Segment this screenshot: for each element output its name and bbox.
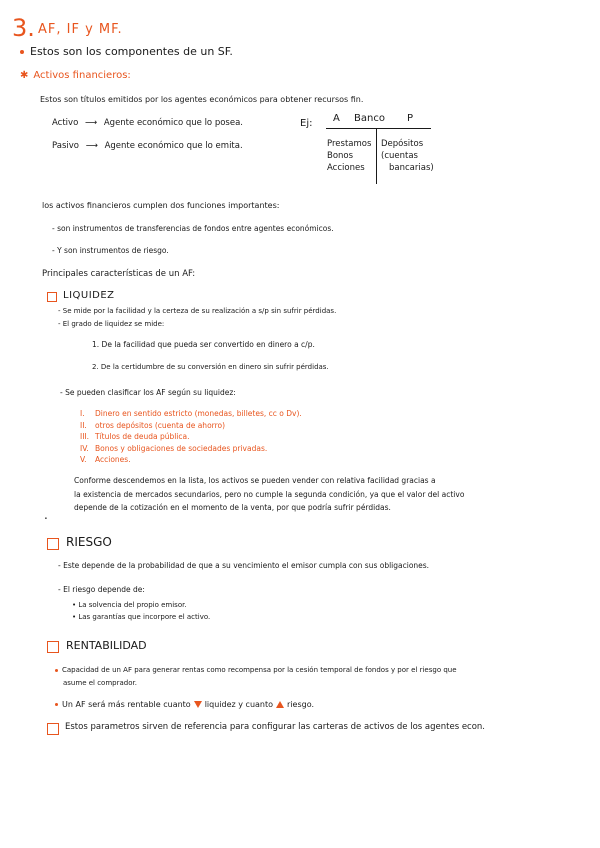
t-account-right-header: P: [407, 113, 414, 124]
t-account-vertical-line: [376, 128, 377, 184]
asterisk-icon: ✱: [20, 70, 29, 81]
rentabilidad-relation: Un AF será más rentable cuanto liquidez y cuanto riesgo.: [55, 700, 314, 709]
list-item: II. otros depósitos (cuenta de ahorro): [80, 420, 226, 430]
riesgo-subitems: [72, 599, 210, 623]
function-item: - Y son instrumentos de riesgo.: [52, 246, 169, 255]
section-heading: ✱ Activos financieros:: [20, 70, 131, 81]
checkbox-icon: [47, 723, 59, 735]
checkbox-icon: [47, 538, 59, 550]
activo-line: Activo ⟶ Agente económico que lo posea.: [52, 118, 244, 128]
riesgo-line: - Este depende de la probabilidad de que a su vencimiento el emisor cumpla con sus obligaciones.: [58, 561, 430, 570]
intro-bullet: Estos son los componentes de un SF.: [20, 45, 233, 58]
list-item: V. Acciones.: [80, 455, 131, 464]
list-item: (cuentas: [381, 151, 418, 161]
bullet-dot-icon: [55, 703, 58, 706]
list-item: Acciones: [327, 163, 365, 173]
list-item: Bonos: [327, 151, 354, 161]
example-label: Ej:: [300, 118, 313, 129]
list-item: IV. Bonos y obligaciones de sociedades privadas.: [80, 443, 268, 453]
down-triangle-icon: [194, 701, 202, 708]
liquidez-line: - Se mide por la facilidad y la certeza de su realización a s/p sin sufrir pérdidas.: [58, 307, 337, 315]
stray-mark: .: [44, 508, 48, 522]
list-item: • La solvencia del propio emisor.: [72, 601, 187, 609]
bullet-dot-icon: [55, 669, 58, 672]
list-item: I. Dinero en sentido estricto (monedas, billetes, cc o Dv).: [80, 409, 302, 418]
function-item: - son instrumentos de transferencias de fondos entre agentes económicos.: [52, 224, 334, 233]
rentabilidad-para: Capacidad de un AF para generar rentas como recompensa por la cesión temporal de fondos y por el riesgo que: [55, 666, 457, 674]
rentabilidad-heading: RENTABILIDAD: [66, 639, 147, 652]
list-item: • Las garantías que incorpore el activo.: [72, 613, 211, 621]
checkbox-icon: [47, 641, 59, 653]
t-account-title: Banco: [354, 113, 385, 124]
rentabilidad-para-cont: asume el comprador.: [63, 679, 137, 687]
riesgo-heading: RIESGO: [66, 535, 112, 549]
classify-line: - Se pueden clasificar los AF según su liquidez:: [60, 388, 236, 397]
liquidez-line: - El grado de liquidez se mide:: [58, 320, 165, 328]
liquidez-heading: LIQUIDEZ: [63, 290, 115, 301]
liquidity-classes-list: [80, 408, 302, 466]
checkbox-icon: [47, 292, 57, 302]
riesgo-line: - El riesgo depende de:: [58, 585, 145, 594]
arrow-right-icon: ⟶: [85, 141, 98, 151]
t-account-right-items: [381, 138, 434, 174]
pasivo-line: Pasivo ⟶ Agente económico que lo emita.: [52, 141, 243, 151]
liquidez-measure: 1. De la facilidad que pueda ser convertido en dinero a c/p.: [92, 340, 315, 349]
list-item: Prestamos: [327, 139, 372, 149]
list-item: bancarias): [389, 163, 434, 173]
functions-intro: los activos financieros cumplen dos funciones importantes:: [42, 201, 280, 210]
list-item: Depósitos: [381, 139, 424, 149]
t-account-horizontal-line: [326, 128, 431, 129]
characteristics-heading: Principales características de un AF:: [42, 269, 196, 279]
list-item: III. Títulos de deuda pública.: [80, 432, 190, 441]
arrow-right-icon: ⟶: [84, 118, 98, 128]
closing-text: Estos parametros sirven de referencia para configurar las carteras de activos de los agentes econ.: [65, 722, 486, 732]
up-triangle-icon: [276, 701, 284, 708]
t-account-left-header: A: [333, 113, 340, 124]
title-number: 3.: [12, 14, 35, 42]
liquidez-measure: 2. De la certidumbre de su conversión en dinero sin sufrir pérdidas.: [92, 363, 329, 371]
page-title: AF, IF y MF.: [38, 22, 123, 37]
bullet-dot-icon: [20, 50, 24, 54]
liquidez-paragraph: Conforme descendemos en la lista, los activos se pueden vender con relativa facilidad gracias a la existencia de mercados secundarios, pero no cumple la segunda condición, ya que el valor del activo depende de la cotización en el momento de la venta, por que podría sufrir pérdidas.: [74, 476, 465, 512]
t-account-left-items: [327, 138, 371, 174]
definition-text: Estos son títulos emitidos por los agentes económicos para obtener recursos fin.: [40, 95, 364, 104]
